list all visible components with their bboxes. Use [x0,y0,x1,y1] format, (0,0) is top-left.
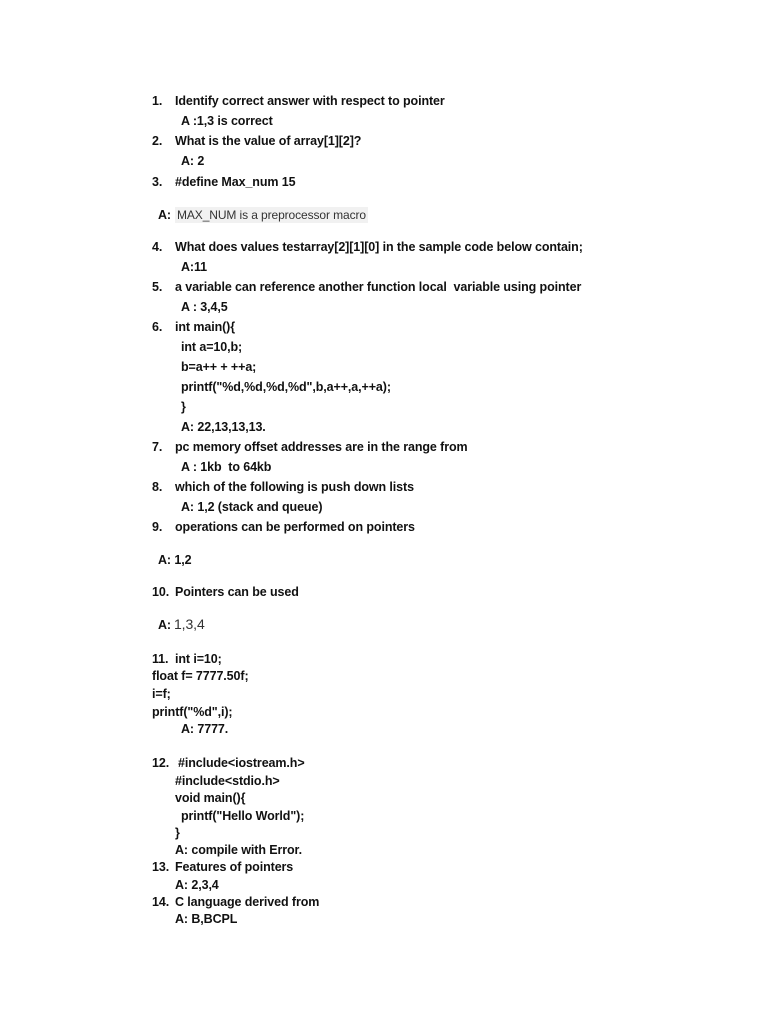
question-number: 5. [152,280,163,294]
question-text: int i=10; [175,652,222,666]
answer-text: A:11 [181,260,208,274]
answer-text: A: compile with Error. [175,843,302,857]
question-number: 14. [152,895,170,909]
question-number: 13. [152,860,170,874]
code-line: printf("%d,%d,%d,%d",b,a++,a,++a); [181,380,391,394]
answer-highlight: MAX_NUM is a preprocessor macro [177,208,366,222]
answer-text: A: 2,3,4 [175,878,219,892]
question-text: Pointers can be used [175,585,299,599]
question-number: 12. [152,756,170,770]
code-line: i=f; [152,687,171,701]
answer-text: A :1,3 is correct [181,114,273,128]
question-number: 4. [152,240,163,254]
question-number: 9. [152,520,163,534]
answer-text: A: 7777. [181,722,229,736]
code-line: int a=10,b; [181,340,243,354]
answer-text [175,207,368,223]
question-number: 2. [152,134,163,148]
question-number: 6. [152,320,163,334]
code-line: void main(){ [175,791,246,805]
answer-text: A: 1,2 (stack and queue) [181,500,323,514]
question-text: int main(){ [175,320,236,334]
question-text: which of the following is push down lists [175,480,414,494]
question-text: C language derived from [175,895,320,909]
question-text: a variable can reference another function local variable using pointer [175,280,582,294]
question-number: 7. [152,440,163,454]
question-number: 3. [152,175,163,189]
question-number: 11. [152,652,169,666]
answer-prefix: A: [158,618,171,632]
question-number: 10. [152,585,170,599]
question-text: Features of pointers [175,860,294,874]
code-line: float f= 7777.50f; [152,669,249,683]
answer-text: A : 3,4,5 [181,300,228,314]
answer-text: 1,3,4 [174,616,205,632]
code-line: } [181,400,186,414]
code-line: printf("%d",i); [152,705,233,719]
code-line: b=a++ + ++a; [181,360,257,374]
question-text: What does values testarray[2][1][0] in the sample code below contain; [175,240,583,254]
question-text: #include<iostream.h> [178,756,305,770]
code-line: #include<stdio.h> [175,774,280,788]
question-number: 8. [152,480,163,494]
code-line: printf("Hello World"); [181,809,305,823]
answer-prefix: A: [158,208,171,222]
question-number: 1. [152,94,163,108]
answer-text: A: 22,13,13,13. [181,420,266,434]
answer-text: A: 1,2 [158,553,192,567]
question-text: What is the value of array[1][2]? [175,134,362,148]
answer-text: A: B,BCPL [175,912,238,926]
answer-text: A: 2 [181,154,205,168]
question-text: operations can be performed on pointers [175,520,415,534]
code-line: } [175,826,180,840]
answer-text: A : 1kb to 64kb [181,460,272,474]
question-text: Identify correct answer with respect to pointer [175,94,445,108]
question-text: #define Max_num 15 [175,175,296,189]
question-text: pc memory offset addresses are in the range from [175,440,468,454]
